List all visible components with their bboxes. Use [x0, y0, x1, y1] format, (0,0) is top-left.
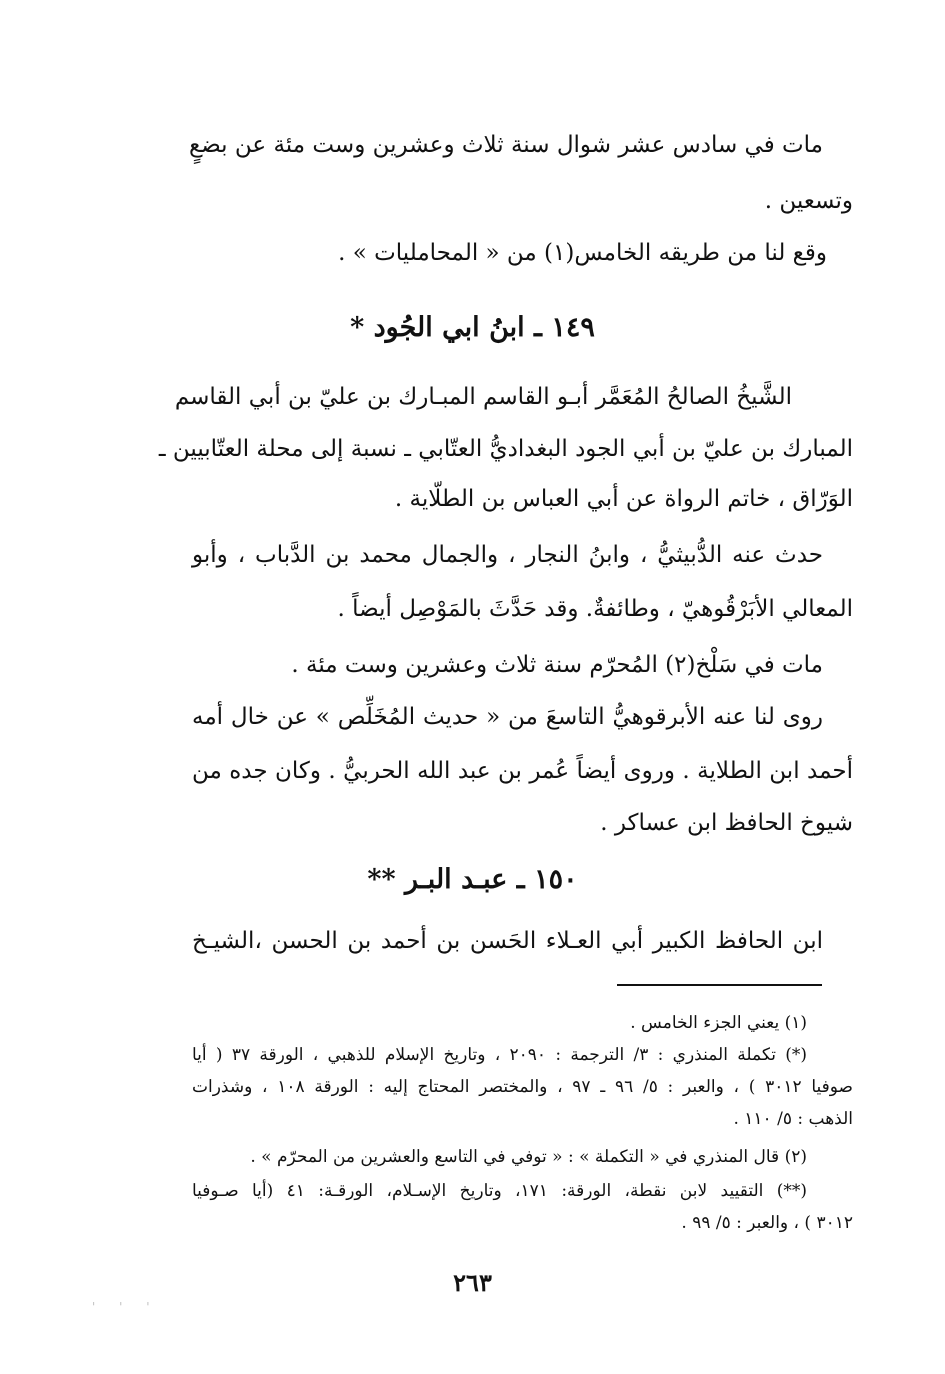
footnote-double-star-line-1: (**) التقييد لابن نقطة، الورقة: ١٧١، وتاريخ الإسـلام، الورقـة: ٤١ (أيا صـوفيا [192, 1181, 807, 1201]
entry-149-heading: ١٤٩ ـ ابنُ ابي الجُود * [350, 312, 595, 343]
intro-line-2: وتسعين . [764, 188, 853, 214]
entry-149-p2-line-1: حدث عنه الدُّبيثيُّ ، وابنُ النجار ، والجمال محمد بن الدَّباب ، وأبو [192, 542, 823, 568]
scan-marks: ' ' ' [92, 1300, 160, 1314]
entry-149-p2-line-2: المعالي الأبَرْقُوهيّ ، وطائفةٌ. وقد حَدَّثَ بالمَوْصِل أيضاً . [337, 596, 853, 622]
entry-149-p1-line-1: الشَّيخُ الصالحُ المُعَمَّر أبـو القاسم المبـارك بن عليّ بن أبي القاسم [174, 384, 792, 410]
footnote-1: (١) يعني الجزء الخامس . [630, 1013, 807, 1033]
entry-149-p1-line-2: المبارك بن عليّ بن أبي الجود البغداديُّ العتّابي ـ نسبة إلى محلة العتّابيين ـ [158, 436, 853, 462]
entry-150-p1: ابن الحافظ الكبير أبي العـلاء الحَسن بن أحمد بن الحسن ،الشيـخ [192, 928, 823, 954]
entry-149-p3: مات في سَلْخ(٢) المُحرّم سنة ثلاث وعشرين وست مئة . [291, 652, 823, 678]
intro-line-3: وقع لنا من طريقه الخامس(١) من « المحامليات » . [338, 240, 827, 266]
entry-149-p1-line-3: الوَرّاق ، خاتم الرواة عن أبي العباس بن الطلّاية . [394, 486, 853, 512]
entry-149-p4-line-2: أحمد ابن الطلاية . وروى أيضاً عُمر بن عبد الله الحربيُّ . وكان جده من [192, 758, 853, 784]
intro-line-1: مات في سادس عشر شوال سنة ثلاث وعشرين وست مئة عن بضعٍ [189, 132, 823, 158]
entry-149-p4-line-1: روى لنا عنه الأبرقوهيُّ التاسعَ من « حديث المُخَلِّص » عن خال أمه [192, 704, 823, 730]
page-number: ٢٦٣ [453, 1268, 492, 1297]
footnote-separator [617, 984, 822, 986]
entry-150-heading: ١٥٠ ـ عبـد البـر ** [367, 864, 578, 895]
footnote-2: (٢) قال المنذري في « التكملة » : « توفي في التاسع والعشرين من المحرّم » . [250, 1147, 807, 1167]
entry-149-p4-line-3: شيوخ الحافظ ابن عساكر . [600, 810, 853, 836]
footnote-double-star-line-2: ٣٠١٢ ) ، والعبر : ٥/ ٩٩ . [681, 1213, 853, 1233]
footnote-star-line-2: صوفيا ٣٠١٢ ) ، والعبر : ٥/ ٩٦ ـ ٩٧ ، والمختصر المحتاج إليه : الورقة ١٠٨ ، وشذرات [192, 1077, 853, 1097]
footnote-star-line-3: الذهب : ٥/ ١١٠ . [733, 1109, 853, 1129]
footnote-star-line-1: (*) تكملة المنذري : ٣/ الترجمة : ٢٠٩٠ ، وتاريخ الإسلام للذهبي ، الورقة ٣٧ ( أيا [192, 1045, 807, 1065]
